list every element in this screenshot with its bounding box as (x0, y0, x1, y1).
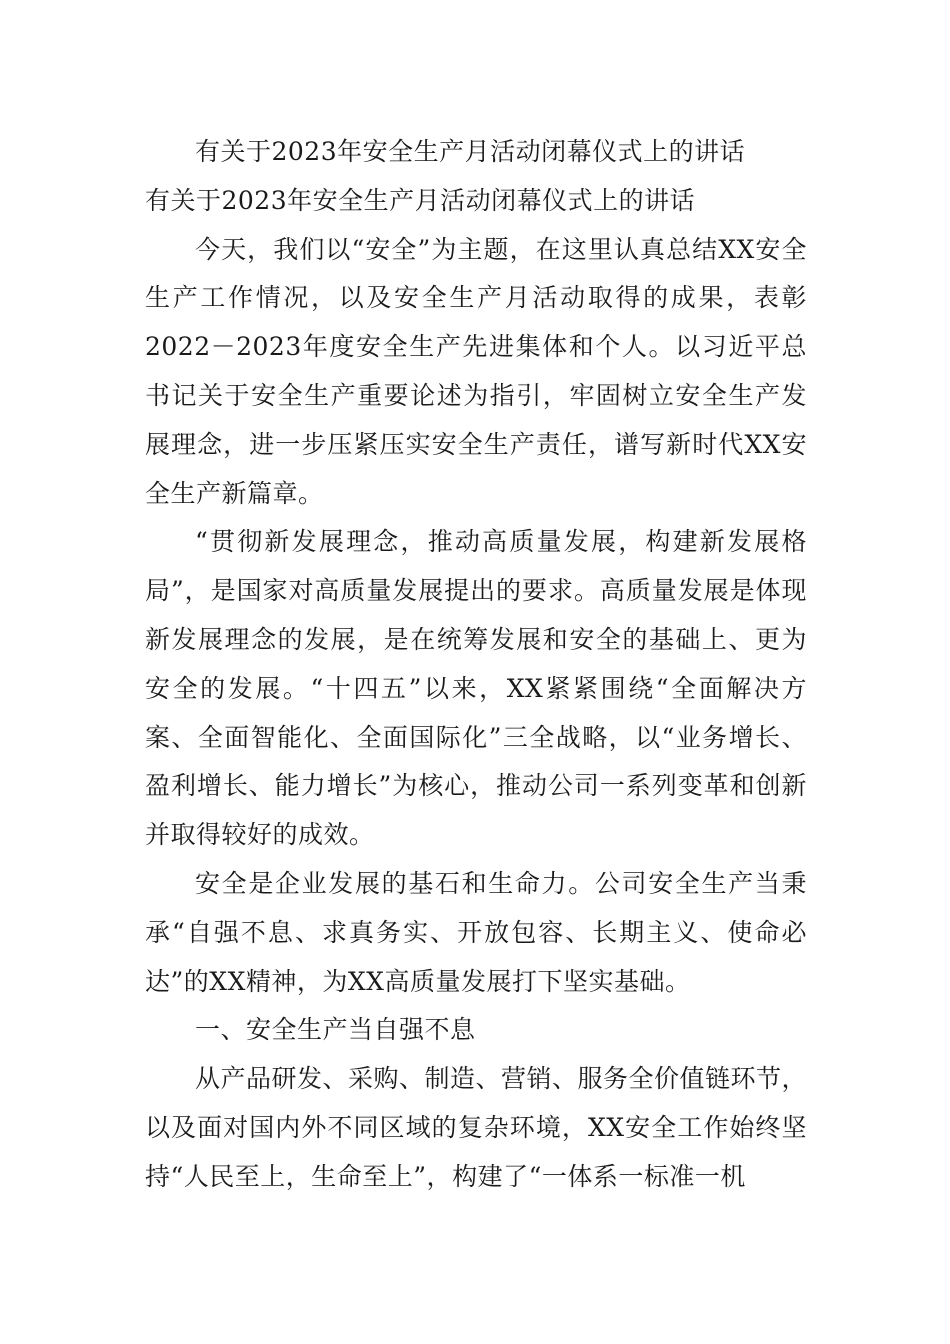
paragraph-intro: 今天，我们以“安全”为主题，在这里认真总结XX安全生产工作情况，以及安全生产月活动取得的成果，表彰2022－2023年度安全生产先进集体和个人。以习近平总书记关于安全生产重要论述为指引，牢固树立安全生产发展理念，进一步压紧压实安全生产责任，谱写新时代XX安全生产新篇章。 (145, 234, 807, 508)
paragraph-safety-foundation: 安全是企业发展的基石和生命力。公司安全生产当秉承“自强不息、求真务实、开放包容、长期主义、使命必达”的XX精神，为XX高质量发展打下坚实基础。 (145, 868, 807, 996)
paragraph-value-chain: 从产品研发、采购、制造、营销、服务全价值链环节，以及面对国内外不同区域的复杂环境，XX安全工作始终坚持“人民至上，生命至上”，构建了“一体系一标准一机 (145, 1064, 808, 1191)
document-title-repeat: 有关于2023年安全生产月活动闭幕仪式上的讲话 (145, 185, 696, 215)
section-heading-1: 一、安全生产当自强不息 (195, 1015, 476, 1045)
paragraph-development: “贯彻新发展理念，推动高质量发展，构建新发展格局”，是国家对高质量发展提出的要求。高质量发展是体现新发展理念的发展，是在统筹发展和安全的基础上、更为安全的发展。“十四五”以来，XX紧紧围绕“全面解决方案、全面智能化、全面国际化”三全战略，以“业务增长、盈利增长、能力增长”为核心，推动公司一系列变革和创新并取得较好的成效。 (145, 527, 807, 850)
document-body (145, 128, 807, 1202)
document-title: 有关于2023年安全生产月活动闭幕仪式上的讲话 (195, 137, 746, 166)
